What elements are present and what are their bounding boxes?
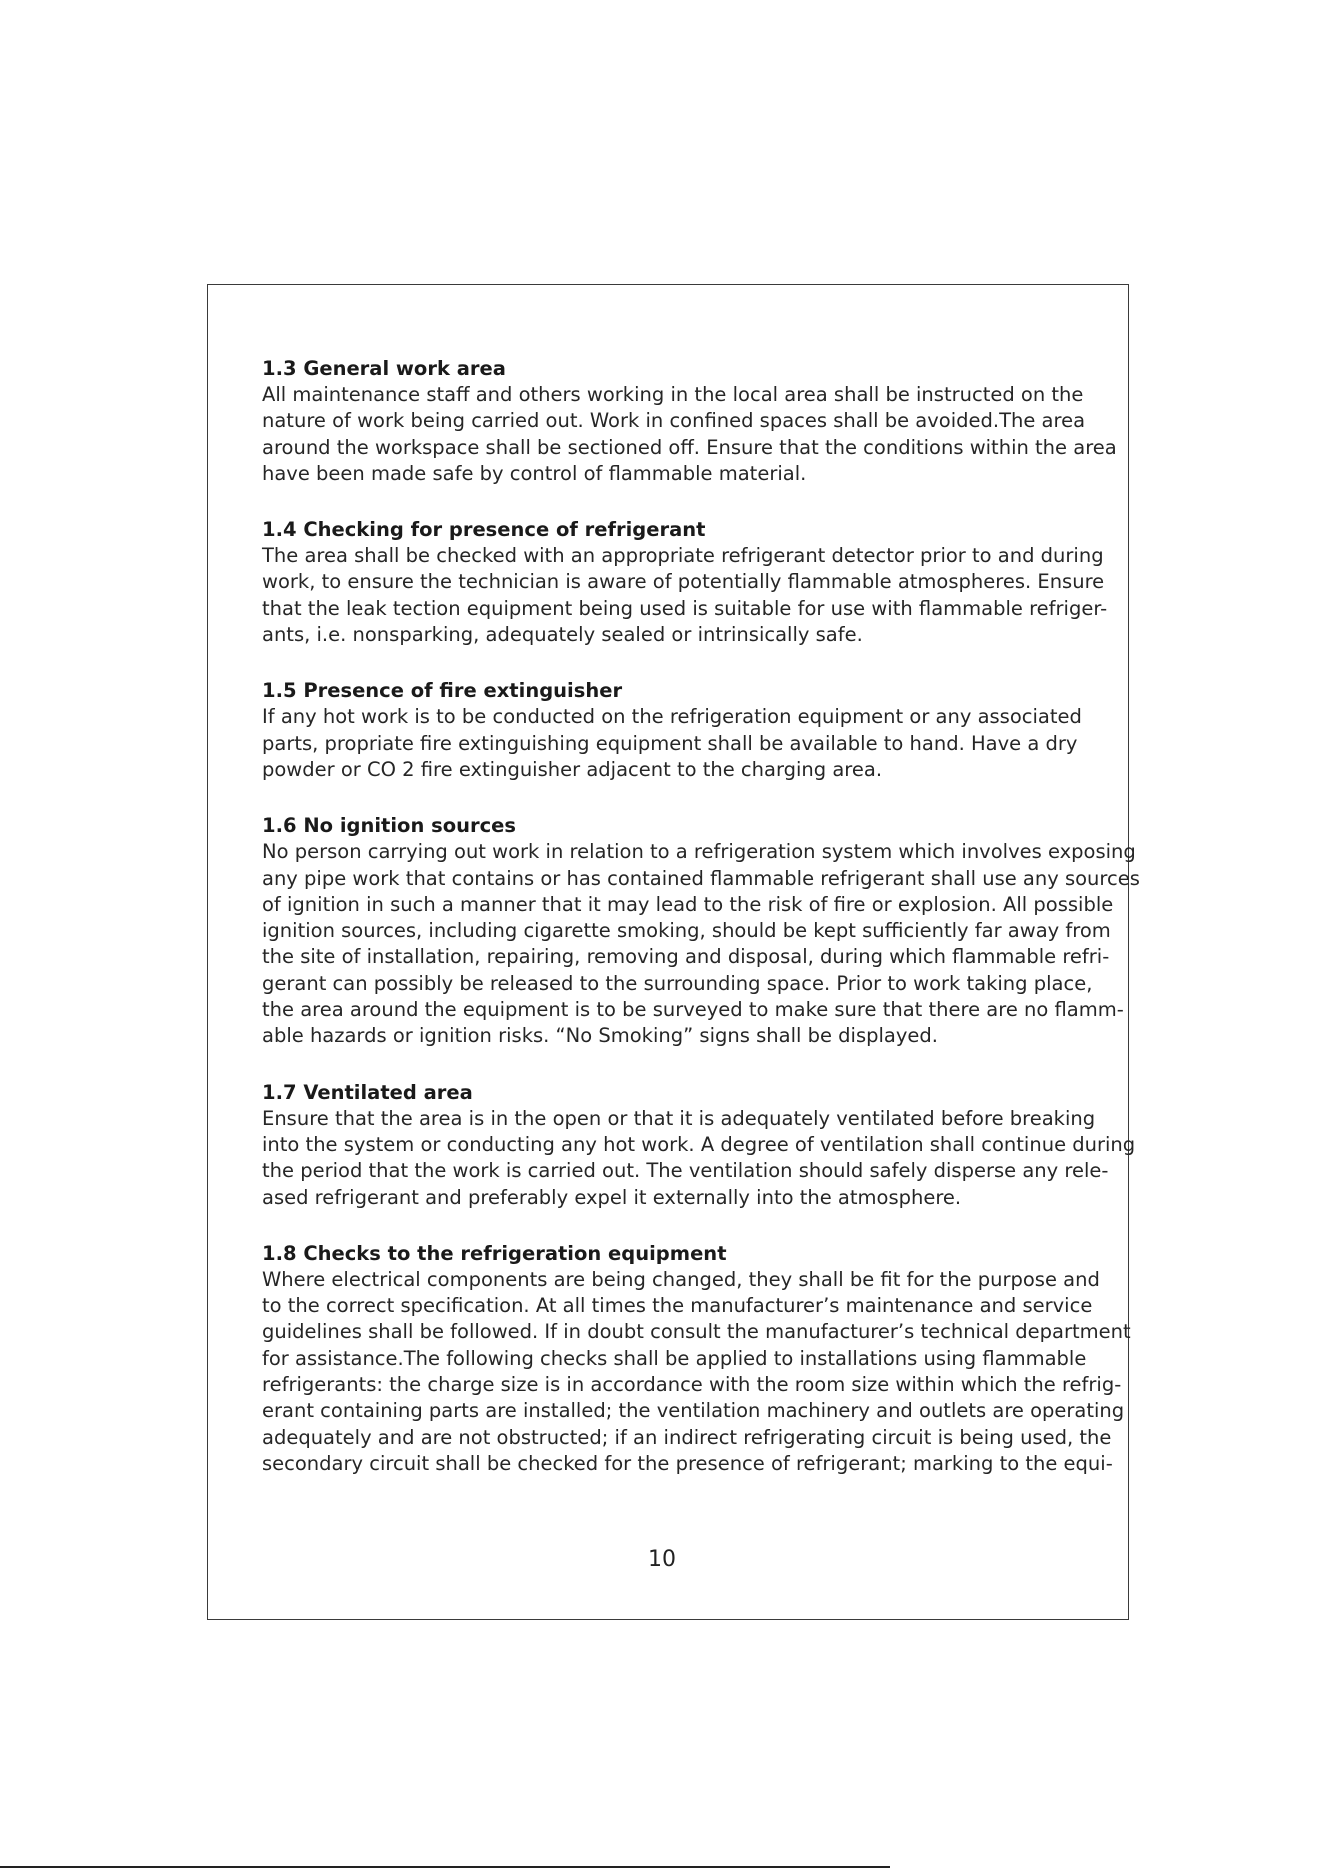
paragraph-line: any pipe work that contains or has contained flammable refrigerant shall use any sources [262,866,1140,890]
paragraph-line: The area shall be checked with an appropriate refrigerant detector prior to and during [262,544,1104,568]
paragraph-line: the period that the work is carried out. The ventilation should safely disperse any rele- [262,1159,1109,1183]
paragraph-line: around the workspace shall be sectioned off. Ensure that the conditions within the area [262,435,1117,459]
bottom-rule [0,1866,890,1868]
paragraph-line: erant containing parts are installed; the ventilation machinery and outlets are operating [262,1399,1125,1423]
paragraph-line: that the leak tection equipment being used is suitable for use with flammable refriger- [262,596,1108,620]
paragraph-line: guidelines shall be followed. If in doubt consult the manufacturer’s technical department [262,1320,1131,1344]
paragraph-line: ignition sources, including cigarette smoking, should be kept sufficiently far away from [262,919,1111,943]
section-1-6 [262,812,1140,1049]
page-number: 10 [648,1547,676,1572]
paragraph-line: refrigerants: the charge size is in accordance with the room size within which the refrig- [262,1373,1122,1397]
paragraph-line: ased refrigerant and preferably expel it externally into the atmosphere. [262,1185,962,1209]
section-heading: 1.7 Ventilated area [262,1080,473,1104]
paragraph-line: No person carrying out work in relation to a refrigeration system which involves exposing [262,840,1136,864]
paragraph-line: the area around the equipment is to be surveyed to make sure that there are no flamm- [262,998,1124,1022]
paragraph-line: of ignition in such a manner that it may lead to the risk of fire or explosion. All possible [262,892,1114,916]
paragraph-line: gerant can possibly be released to the surrounding space. Prior to work taking place, [262,971,1093,995]
paragraph-line: All maintenance staff and others working in the local area shall be instructed on the [262,383,1084,406]
paragraph-line: parts, propriate fire extinguishing equipment shall be available to hand. Have a dry [262,731,1078,755]
paragraph-line: nature of work being carried out. Work in confined spaces shall be avoided.The area [262,409,1086,433]
document-body [262,355,1140,1506]
paragraph-line: Where electrical components are being changed, they shall be fit for the purpose and [262,1267,1100,1291]
paragraph-line: powder or CO 2 fire extinguisher adjacent to the charging area. [262,757,883,781]
section-1-5 [262,677,1082,783]
paragraph-line: able hazards or ignition risks. “No Smoking” signs shall be displayed. [262,1024,938,1048]
section-heading: 1.8 Checks to the refrigeration equipment [262,1241,727,1265]
paragraph-line: adequately and are not obstructed; if an indirect refrigerating circuit is being used, the [262,1425,1112,1449]
section-1-7 [262,1079,1136,1211]
paragraph-line: If any hot work is to be conducted on the refrigeration equipment or any associated [262,705,1082,729]
paragraph-line: for assistance.The following checks shall be applied to installations using flammable [262,1346,1087,1370]
paragraph-line: into the system or conducting any hot work. A degree of ventilation shall continue during [262,1132,1136,1156]
paragraph-line: ants, i.e. nonsparking, adequately sealed or intrinsically safe. [262,623,863,647]
paragraph-line: to the correct specification. At all times the manufacturer’s maintenance and service [262,1294,1093,1318]
section-heading: 1.3 General work area [262,357,506,380]
paragraph-line: Ensure that the area is in the open or that it is adequately ventilated before breaking [262,1106,1096,1130]
paragraph-line: have been made safe by control of flammable material. [262,461,807,485]
section-heading: 1.6 No ignition sources [262,814,517,838]
section-1-4 [262,516,1108,648]
section-1-3 [262,355,1117,487]
paragraph-line: the site of installation, repairing, removing and disposal, during which flammable refri- [262,945,1110,969]
section-1-8 [262,1240,1131,1477]
section-heading: 1.5 Presence of fire extinguisher [262,679,623,703]
paragraph-line: secondary circuit shall be checked for the presence of refrigerant; marking to the equi- [262,1451,1113,1475]
section-heading: 1.4 Checking for presence of refrigerant [262,518,706,542]
paragraph-line: work, to ensure the technician is aware of potentially flammable atmospheres. Ensure [262,570,1105,594]
